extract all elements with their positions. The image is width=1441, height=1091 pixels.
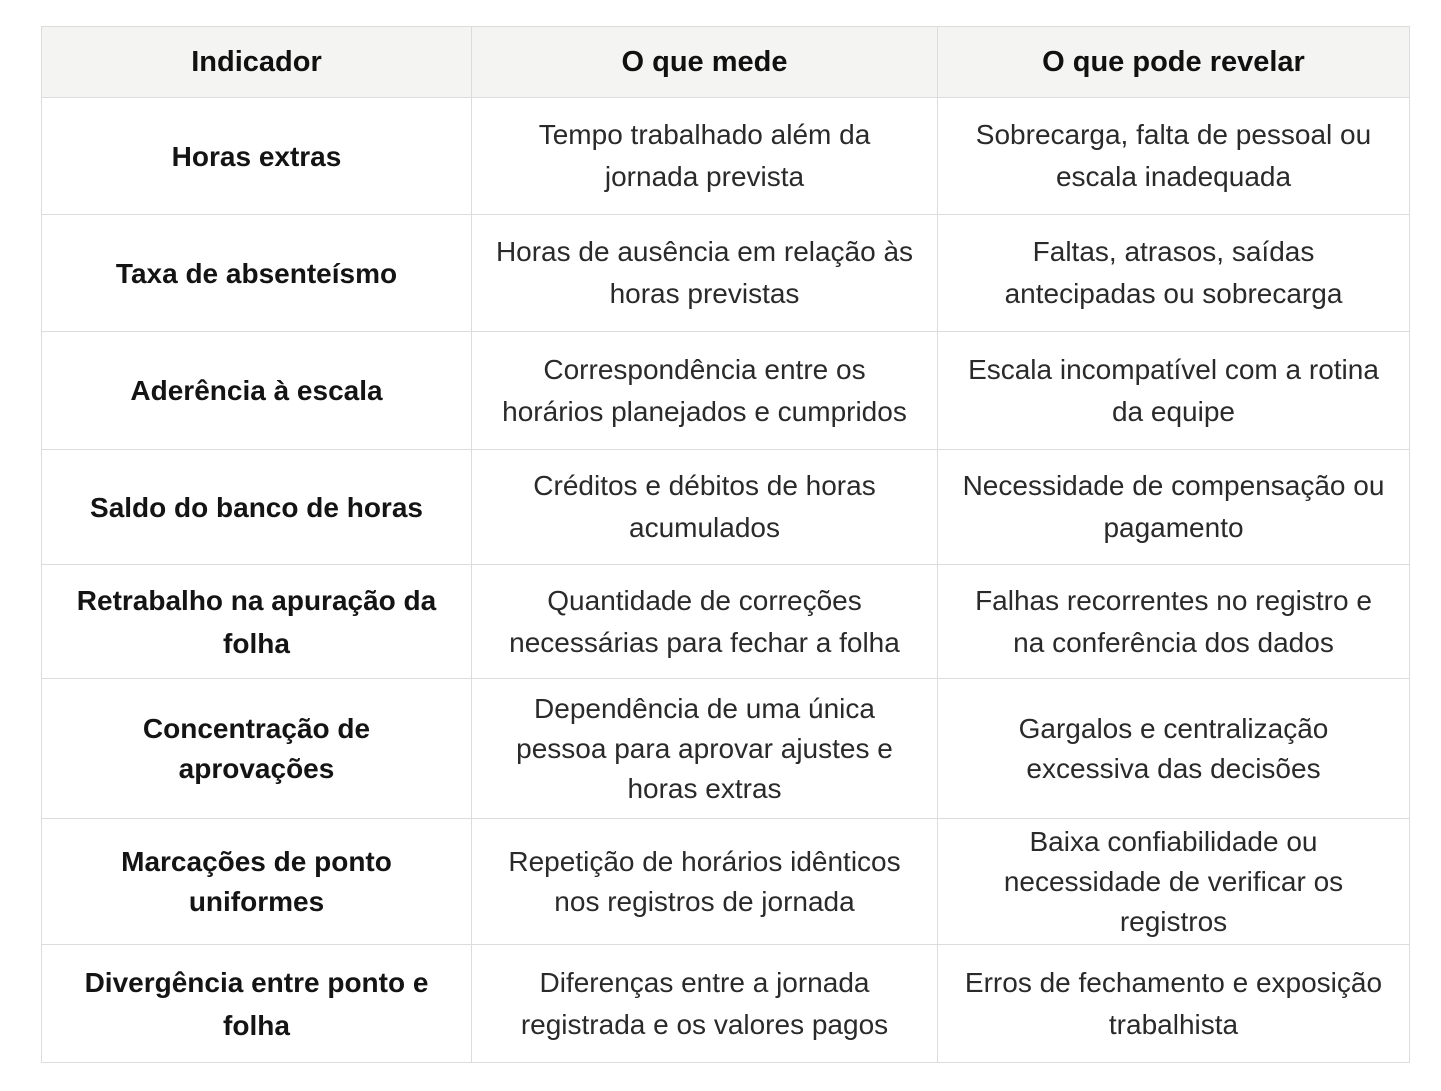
indicator-cell: Retrabalho na apuração da folha [42,565,472,679]
table-row [42,945,1410,1063]
indicators-table-container [41,26,1409,1063]
measures-cell: Horas de ausência em relação às horas previstas [472,215,938,332]
reveals-cell: Falhas recorrentes no registro e na conferência dos dados [938,565,1410,679]
indicator-cell: Horas extras [42,98,472,215]
indicator-cell: Concentração de aprovações [42,679,472,819]
table-row [42,565,1410,679]
header-o-que-pode-revelar: O que pode revelar [938,27,1410,98]
indicators-table [41,26,1410,1063]
table-row [42,679,1410,819]
measures-cell: Dependência de uma única pessoa para aprovar ajustes e horas extras [472,679,938,819]
measures-cell: Quantidade de correções necessárias para fechar a folha [472,565,938,679]
indicator-cell: Marcações de ponto uniformes [42,819,472,945]
table-row [42,215,1410,332]
table-row [42,819,1410,945]
reveals-cell: Sobrecarga, falta de pessoal ou escala inadequada [938,98,1410,215]
header-o-que-mede: O que mede [472,27,938,98]
indicator-cell: Saldo do banco de horas [42,450,472,565]
measures-cell: Correspondência entre os horários planejados e cumpridos [472,332,938,450]
measures-cell: Tempo trabalhado além da jornada prevista [472,98,938,215]
measures-cell: Diferenças entre a jornada registrada e os valores pagos [472,945,938,1063]
table-row [42,450,1410,565]
indicator-cell: Taxa de absenteísmo [42,215,472,332]
reveals-cell: Necessidade de compensação ou pagamento [938,450,1410,565]
reveals-cell: Faltas, atrasos, saídas antecipadas ou sobrecarga [938,215,1410,332]
measures-cell: Repetição de horários idênticos nos registros de jornada [472,819,938,945]
header-indicador: Indicador [42,27,472,98]
table-header-row [42,27,1410,98]
indicator-cell: Aderência à escala [42,332,472,450]
reveals-cell: Escala incompatível com a rotina da equipe [938,332,1410,450]
reveals-cell: Baixa confiabilidade ou necessidade de verificar os registros [938,819,1410,945]
table-row [42,332,1410,450]
measures-cell: Créditos e débitos de horas acumulados [472,450,938,565]
reveals-cell: Erros de fechamento e exposição trabalhista [938,945,1410,1063]
table-row [42,98,1410,215]
reveals-cell: Gargalos e centralização excessiva das decisões [938,679,1410,819]
indicator-cell: Divergência entre ponto e folha [42,945,472,1063]
